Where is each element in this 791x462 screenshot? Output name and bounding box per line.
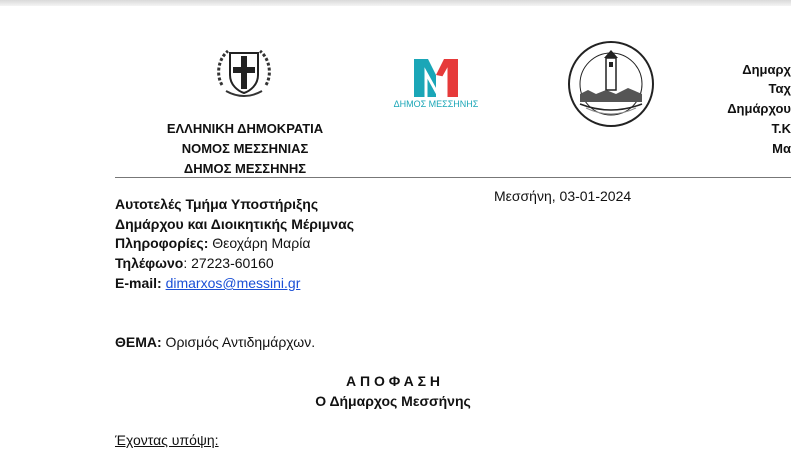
email-link[interactable]: dimarxos@messini.gr bbox=[165, 275, 301, 291]
municipal-seal-icon bbox=[566, 40, 656, 128]
decision-title: Α Π Ο Φ Α Σ Η bbox=[345, 373, 441, 389]
right-block-line-2: Ταχ bbox=[768, 81, 791, 96]
right-block-line-1: Δημαρχ bbox=[742, 62, 791, 77]
subject-label: ΘΕΜΑ: bbox=[115, 334, 162, 350]
info-label: Πληροφορίες: bbox=[115, 235, 209, 251]
info-row bbox=[115, 235, 310, 251]
department-line-2: Δημάρχου και Διοικητικής Μέριμνας bbox=[115, 216, 354, 232]
subject-value: Ορισμός Αντιδημάρχων. bbox=[161, 334, 316, 350]
email-row bbox=[115, 275, 300, 291]
subject-row bbox=[115, 334, 315, 350]
phone-label: Τηλέφωνο bbox=[115, 255, 184, 271]
header-prefecture: ΝΟΜΟΣ ΜΕΣΣΗΝΙΑΣ bbox=[181, 141, 309, 156]
header-state: ΕΛΛΗΝΙΚΗ ΔΗΜΟΚΡΑΤΙΑ bbox=[166, 121, 324, 136]
considering-heading: Έχοντας υπόψη: bbox=[115, 432, 219, 448]
greek-emblem-icon bbox=[214, 45, 274, 101]
phone-row bbox=[115, 255, 274, 271]
decision-subtitle: Ο Δήμαρχος Μεσσήνης bbox=[315, 393, 471, 409]
header-municipality: ΔΗΜΟΣ ΜΕΣΣΗΝΗΣ bbox=[183, 161, 307, 176]
right-block-line-4: Τ.Κ bbox=[771, 121, 791, 136]
right-block-line-5: Μα bbox=[772, 141, 791, 156]
phone-value: : 27223-60160 bbox=[183, 255, 274, 271]
window-top-edge bbox=[0, 0, 791, 6]
date-line: Μεσσήνη, 03-01-2024 bbox=[494, 188, 632, 204]
municipality-logo-text: ΔΗΜΟΣ ΜΕΣΣΗΝΗΣ bbox=[393, 99, 479, 109]
municipality-logo-icon bbox=[412, 57, 460, 99]
right-block-line-3: Δημάρχου bbox=[727, 101, 791, 116]
email-label: E-mail: bbox=[115, 275, 162, 291]
department-line-1: Αυτοτελές Τμήμα Υποστήριξης bbox=[115, 196, 319, 212]
header-divider bbox=[115, 177, 791, 178]
info-value: Θεοχάρη Μαρία bbox=[208, 235, 311, 251]
